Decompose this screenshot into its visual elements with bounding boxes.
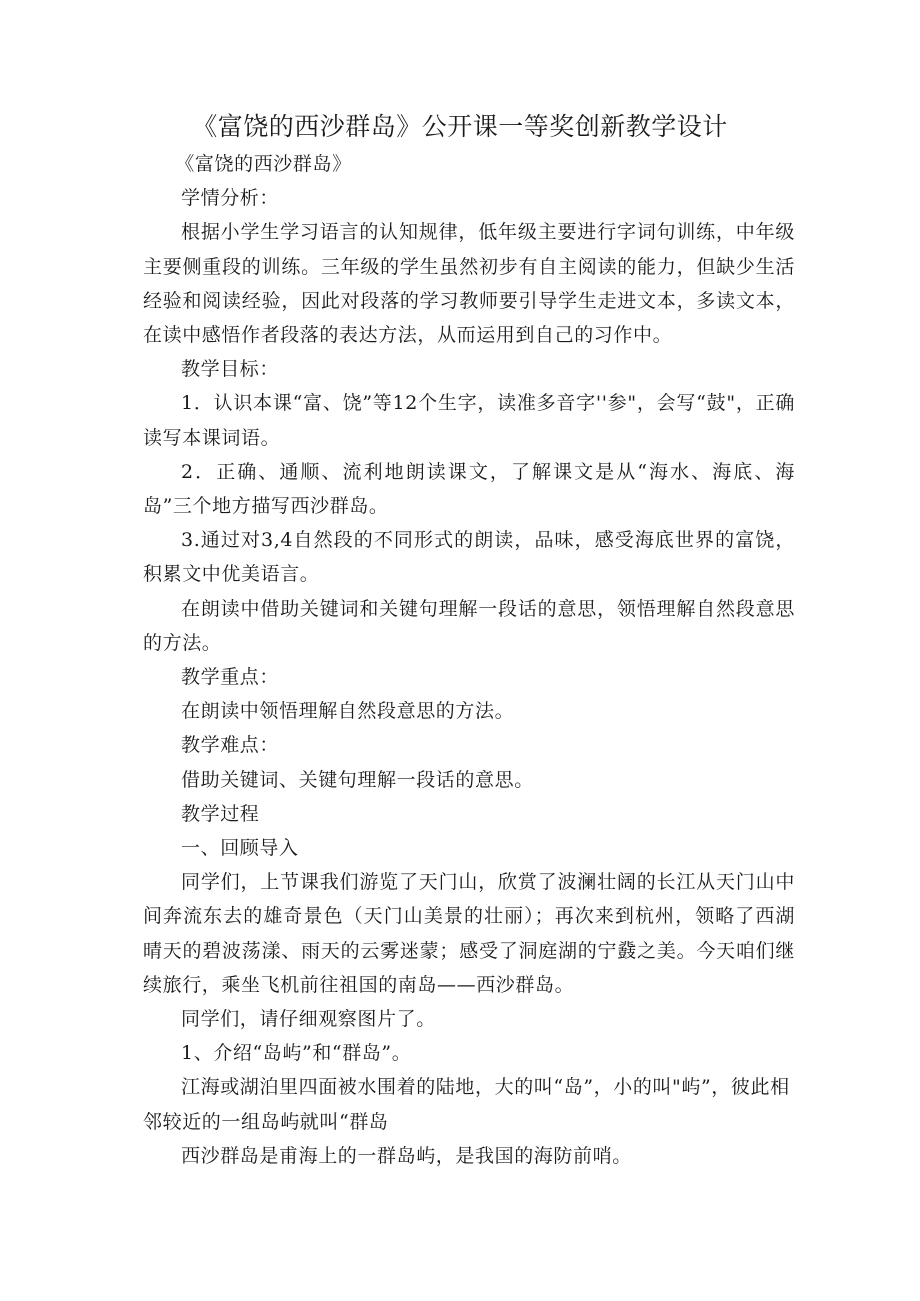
section-heading-analysis: 学情分析： — [181, 187, 280, 210]
paragraph-island-definition: 江海或湖泊里四面被水围着的陆地，大的叫“岛”，小的叫"屿”，彼此相邻较近的一组岛屿就叫“群岛 — [143, 1076, 790, 1133]
lesson-name: 《富饶的西沙群岛》 — [175, 153, 352, 175]
step-intro-islands: 1、介绍“岛屿”和“群岛”。 — [181, 1042, 412, 1065]
subsection-heading-review: 一、回顾导入 — [181, 837, 299, 860]
goal-item-4: 在朗读中借助关键词和关键句理解一段话的意思，领悟理解自然段意思的方法。 — [143, 597, 795, 654]
document-title: 《富饶的西沙群岛》公开课一等奖创新教学设计 — [192, 112, 728, 141]
paragraph-review: 同学们，上节课我们游览了天门山，欣赏了波澜壮阔的长江从天门山中间奔流东去的雄奇景色（天门山美景的壮丽）；再次来到杭州，领略了西湖晴天的碧波荡漾、雨天的云雾迷蒙；感受了洞庭湖的宁鼗之美。今天咱们继续旅行，乘坐飞机前往祖国的南岛——西沙群岛。 — [143, 871, 795, 996]
paragraph-observe: 同学们，请仔细观察图片了。 — [181, 1008, 436, 1031]
goal-item-3: 3.通过对3,4自然段的不同形式的朗读，品味，感受海底世界的富饶，积累文中优美语言。 — [143, 529, 795, 586]
goal-item-2: 2．正确、通顺、流利地朗读课文，了解课文是从“海水、海底、海岛”三个地方描写西沙群岛。 — [143, 460, 795, 518]
paragraph-analysis: 根据小学生学习语言的认知规律，低年级主要进行字词句训练，中年级主要侧重段的训练。三年级的学生虽然初步有自主阅读的能力，但缺少生活经验和阅读经验，因此对段落的学习教师要引导学生走进文本，多读文本，在读中感悟作者段落的表达方法，从而运用到自己的习作中。 — [143, 221, 795, 347]
goal-item-1: 1．认识本课“富、饶”等12个生字，读准多音字''参"，会写“鼓"，正确读写本课词语。 — [143, 392, 795, 449]
section-heading-difficulty: 教学难点： — [181, 734, 280, 757]
section-heading-process: 教学过程 — [181, 802, 260, 825]
paragraph-difficulty: 借助关键词、关键句理解一段话的意思。 — [181, 768, 534, 791]
paragraph-xisha: 西沙群岛是甫海上的一群岛屿，是我国的海防前哨。 — [181, 1144, 632, 1167]
section-heading-key-point: 教学重点： — [181, 666, 280, 689]
paragraph-key-point: 在朗读中领悟理解自然段意思的方法。 — [181, 700, 515, 723]
document-body — [143, 147, 795, 1173]
section-heading-goals: 教学目标： — [181, 358, 280, 381]
